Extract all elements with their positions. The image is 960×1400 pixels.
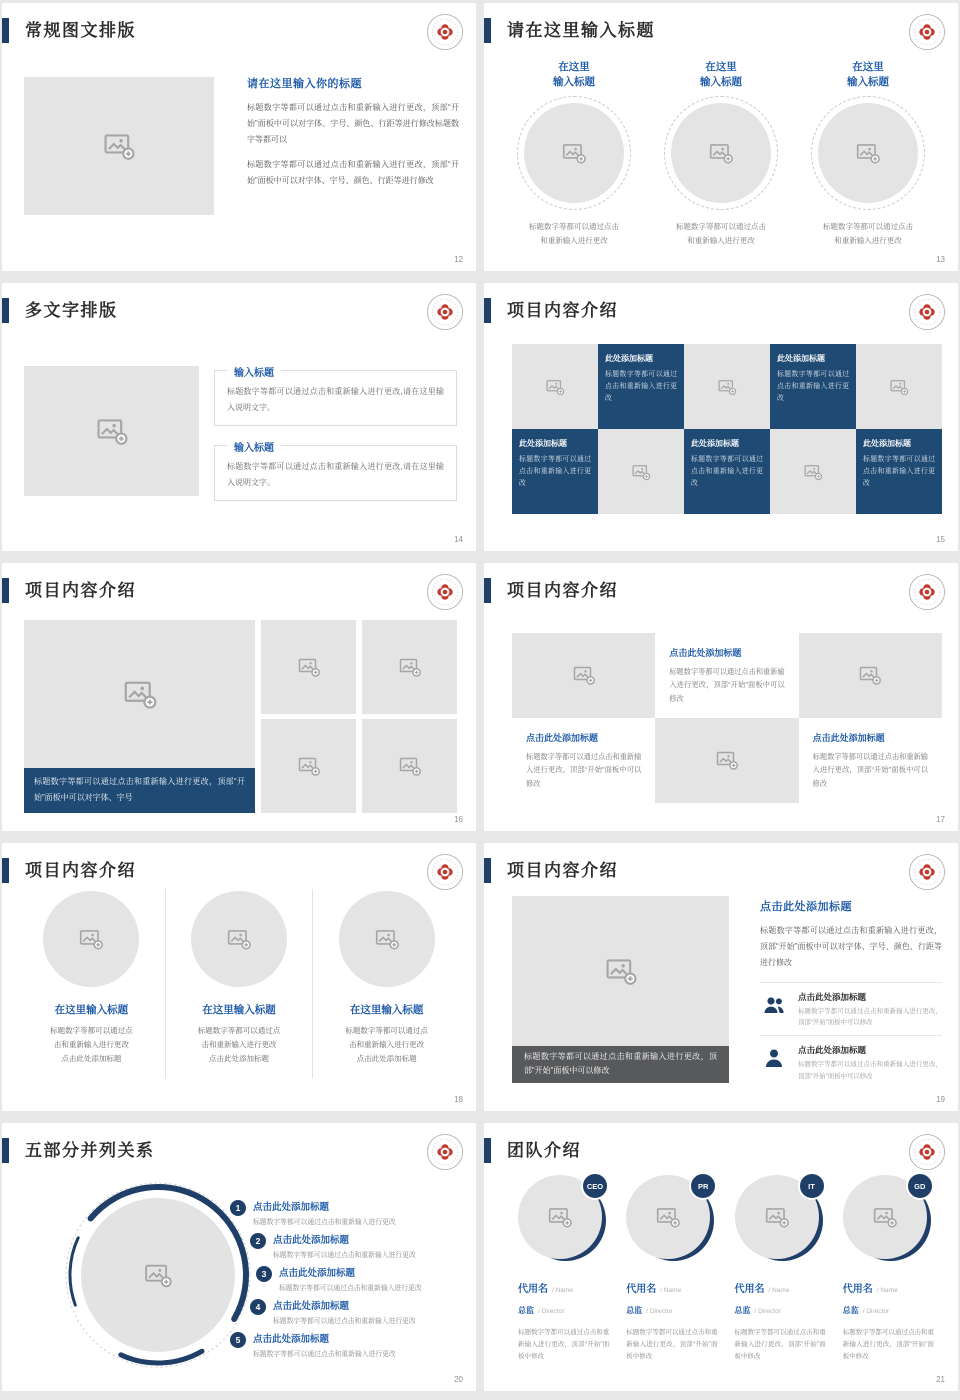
item-body: 标题数字等都可以通过点击和重新输入进行更改 (273, 1318, 416, 1325)
circle-item (18, 889, 165, 1078)
slide-title: 项目内容介绍 (507, 861, 618, 880)
cell-body: 标题数字等都可以通过点击和重新输入进行更改，顶部“开始”面板中可以修改 (812, 751, 928, 788)
image-add-icon (872, 1204, 898, 1230)
page-number: 14 (454, 535, 463, 544)
cell-body: 标题数字等都可以通过点击和重新输入进行更改，顶部“开始”面板中可以修改 (526, 751, 642, 788)
member-avatar (518, 1175, 606, 1265)
image-add-icon (858, 663, 882, 687)
slide-13-three-circles[interactable] (484, 3, 958, 271)
item-title: 点击此处添加标题 (798, 992, 867, 1002)
item-title: 在这里 输入标题 (553, 61, 595, 88)
cell-title: 此处添加标题 (519, 439, 567, 448)
member-role-row: 总监 / Director (734, 1306, 781, 1315)
people-icon (760, 993, 788, 1017)
title-accent-bar (484, 298, 491, 323)
image-add-icon (78, 926, 104, 952)
slide-19-image-with-details[interactable] (484, 843, 958, 1111)
item-title: 点击此处添加标题 (253, 1334, 330, 1345)
content-heading: 点击此处添加标题 (760, 901, 852, 913)
member-name-row: 代用名 / Name (734, 1284, 790, 1295)
text-cell (799, 718, 942, 803)
slide-15-checkerboard-blue[interactable] (484, 283, 958, 551)
seal-icon (426, 853, 464, 891)
seal-icon (908, 13, 946, 51)
team-member-card (626, 1175, 717, 1363)
paragraph: 标题数字等都可以通过点击和重新输入进行更改，顶部“开始”面板中可以对字体、字号、颜色、行距等进行修改标题数字等都可以 (247, 103, 459, 144)
person-icon (760, 1046, 788, 1070)
dashed-ring (517, 96, 631, 210)
member-name-row: 代用名 / Name (518, 1284, 573, 1295)
text-cell (512, 429, 598, 514)
page-number: 18 (454, 1095, 463, 1104)
numbered-item (250, 1298, 416, 1325)
cell-body: 标题数字等都可以通过点击和重新输入进行更改 (605, 371, 677, 403)
item-body: 标题数字等都可以通过点击和重新输入进行更改 (273, 1252, 416, 1259)
item-title: 在这里输入标题 (202, 1004, 276, 1016)
image-add-icon (708, 140, 734, 166)
slide-title: 项目内容介绍 (25, 581, 136, 600)
dashed-ring (664, 96, 778, 210)
image-add-icon (631, 462, 651, 482)
circle-item (312, 889, 460, 1078)
title-accent-bar (2, 18, 9, 43)
slide-18-three-circles-captions[interactable] (2, 843, 476, 1111)
member-description: 标题数字等都可以通过点击和重新输入进行更改，顶部“开始”面板中修改 (626, 1329, 718, 1361)
section-title: 输入标题 (227, 364, 281, 379)
circle-item (657, 60, 785, 248)
item-body: 标题数字等都可以通过点击和重新输入进行更改 (253, 1219, 396, 1226)
item-title: 点击此处添加标题 (273, 1235, 350, 1246)
image-add-icon (398, 754, 422, 778)
image-add-icon (297, 754, 321, 778)
item-caption: 标题数字等都可以通过点击 和重新输入进行更改 (823, 222, 913, 246)
item-body: 标题数字等都可以通过点击和重新输入进行更改，顶部“开始”面板中可以修改 (798, 1061, 942, 1080)
dashed-ring (811, 96, 925, 210)
image-add-icon (717, 377, 737, 397)
checkerboard-grid (512, 344, 942, 514)
member-avatar (843, 1175, 931, 1265)
cell-title: 点击此处添加标题 (669, 648, 742, 658)
seal-icon (908, 853, 946, 891)
title-accent-bar (2, 578, 9, 603)
page-number: 15 (936, 535, 945, 544)
title-accent-bar (484, 1138, 491, 1163)
slide-title: 项目内容介绍 (507, 301, 618, 320)
member-description: 标题数字等都可以通过点击和重新输入进行更改，顶部“开始”面板中修改 (518, 1329, 610, 1361)
title-accent-bar (484, 858, 491, 883)
section-body: 标题数字等都可以通过点击和重新输入进行更改,请在这里输入说明文字。 (227, 387, 444, 412)
page-number: 20 (454, 1375, 463, 1384)
school-seal-logo (908, 573, 946, 611)
slide-21-team-intro[interactable] (484, 1123, 958, 1391)
cell-title: 此处添加标题 (863, 439, 911, 448)
image-placeholder (339, 891, 435, 987)
item-title: 点击此处添加标题 (798, 1045, 867, 1056)
item-title: 在这里输入标题 (54, 1004, 129, 1016)
image-placeholder (655, 718, 798, 803)
image-add-icon (803, 462, 823, 482)
content-heading: 请在这里输入你的标题 (247, 78, 362, 90)
role-badge: IT (798, 1172, 826, 1200)
slide-title: 请在这里输入标题 (507, 21, 655, 40)
text-cell (598, 344, 684, 429)
image-placeholder (362, 620, 457, 714)
step-number-badge: 3 (256, 1266, 272, 1282)
item-caption: 标题数字等都可以通过点击 和重新输入进行更改 (676, 222, 766, 246)
numbered-item (230, 1331, 396, 1358)
numbered-item (256, 1265, 422, 1292)
slide-title: 项目内容介绍 (507, 581, 618, 600)
image-caption-bar: 标题数字等都可以通过点击和重新输入进行更改，顶部“开始”面板中可以修改 (512, 1046, 729, 1083)
detail-text (798, 1044, 942, 1081)
image-placeholder (770, 429, 856, 514)
circle-item (165, 889, 313, 1078)
role-badge: PR (689, 1172, 717, 1200)
checkerboard-grid (512, 633, 942, 793)
text-section (214, 370, 457, 426)
seal-icon (426, 293, 464, 331)
cell-title: 点击此处添加标题 (526, 732, 599, 743)
image-add-icon (572, 663, 596, 687)
image-add-icon (604, 954, 638, 988)
text-cell (655, 633, 798, 718)
image-placeholder (24, 366, 199, 496)
team-member-card (843, 1175, 934, 1363)
image-add-icon (545, 377, 565, 397)
paragraph: 标题数字等都可以通过点击和重新输入进行更改，顶部“开始”面板中可以对字体、字号、颜色、行距等进行修改 (760, 926, 942, 967)
image-add-icon (855, 140, 881, 166)
member-role-row: 总监 / Director (626, 1306, 673, 1315)
school-seal-logo (908, 853, 946, 891)
image-add-icon (764, 1204, 790, 1230)
cell-title: 此处添加标题 (777, 354, 825, 363)
slide-title: 五部分并列关系 (25, 1141, 155, 1160)
text-cell (856, 429, 942, 514)
numbered-item (250, 1232, 416, 1259)
seal-icon (426, 1133, 464, 1171)
school-seal-logo (908, 1133, 946, 1171)
school-seal-logo (426, 293, 464, 331)
team-member-card (518, 1175, 609, 1363)
school-seal-logo (426, 13, 464, 51)
detail-item (760, 982, 942, 1035)
page-number: 13 (936, 255, 945, 264)
image-add-icon (398, 655, 422, 679)
cell-body: 标题数字等都可以通过点击和重新输入进行更改 (777, 371, 849, 403)
detail-item (760, 1035, 942, 1088)
team-member-card (735, 1175, 826, 1363)
detail-items (760, 982, 942, 1089)
seal-icon (908, 293, 946, 331)
item-caption: 标题数字等都可以通过点 击和重新输入进行更改 点击此处添加标题 (345, 1026, 428, 1063)
slide-17-checkerboard-white[interactable] (484, 563, 958, 831)
image-grid (261, 620, 457, 813)
image-add-icon (102, 129, 136, 163)
member-description: 标题数字等都可以通过点击和重新输入进行更改，顶部“开始”面板中修改 (842, 1329, 934, 1361)
section-title: 输入标题 (227, 439, 281, 454)
member-role-row: 总监 / Director (842, 1306, 890, 1315)
image-placeholder (191, 891, 287, 987)
image-caption-bar: 标题数字等都可以通过点击和重新输入进行更改，顶部“开始”面板中可以对字体、字号 (24, 768, 255, 813)
title-accent-bar (2, 858, 9, 883)
slide-20-five-parts[interactable] (2, 1123, 476, 1391)
item-title: 在这里输入标题 (349, 1004, 424, 1016)
circle-item (510, 60, 638, 248)
paragraph: 标题数字等都可以通过点击和重新输入进行更改，顶部“开始”面板中可以对字体、字号、颜色、行距等进行修改 (247, 160, 459, 185)
section-body: 标题数字等都可以通过点击和重新输入进行更改,请在这里输入说明文字。 (227, 462, 444, 487)
item-caption: 标题数字等都可以通过点击 和重新输入进行更改 (529, 222, 619, 246)
slide-title: 项目内容介绍 (25, 861, 136, 880)
school-seal-logo (908, 13, 946, 51)
circle-items-row (510, 60, 932, 248)
slide-16-big-image-grid[interactable] (2, 563, 476, 831)
title-accent-bar (484, 578, 491, 603)
detail-text (798, 991, 942, 1028)
cell-title: 此处添加标题 (605, 354, 653, 363)
slide-title: 团队介绍 (507, 1141, 581, 1160)
seal-icon (908, 573, 946, 611)
numbered-item (230, 1199, 396, 1226)
page-number: 17 (936, 815, 945, 824)
school-seal-logo (426, 1133, 464, 1171)
role-badge: GD (906, 1172, 934, 1200)
image-placeholder (818, 103, 918, 203)
image-add-icon (226, 926, 252, 952)
item-title: 点击此处添加标题 (273, 1301, 350, 1312)
title-accent-bar (484, 18, 491, 43)
cell-body: 标题数字等都可以通过点击和重新输入进行更改 (863, 456, 935, 488)
member-avatar (626, 1175, 714, 1265)
title-accent-bar (2, 1138, 9, 1163)
image-add-icon (889, 377, 909, 397)
member-name-row: 代用名 / Name (626, 1284, 682, 1295)
image-placeholder (512, 633, 655, 718)
text-column (247, 75, 459, 189)
title-accent-bar (2, 298, 9, 323)
circle-items-row (18, 889, 460, 1078)
slide-title: 多文字排版 (25, 301, 118, 320)
image-placeholder (24, 77, 214, 215)
image-placeholder (24, 620, 255, 768)
page-number: 19 (936, 1095, 945, 1104)
image-add-icon (715, 748, 739, 772)
image-add-icon (297, 655, 321, 679)
image-add-icon (561, 140, 587, 166)
item-body: 标题数字等都可以通过点击和重新输入进行更改，顶部“开始”面板中可以修改 (798, 1008, 942, 1027)
item-caption: 标题数字等都可以通过点 击和重新输入进行更改 点击此处添加标题 (197, 1026, 281, 1063)
image-placeholder (684, 344, 770, 429)
team-members-row (518, 1175, 934, 1363)
page-number: 16 (454, 815, 463, 824)
item-title: 点击此处添加标题 (253, 1202, 330, 1213)
image-add-icon (547, 1204, 573, 1230)
member-avatar (735, 1175, 823, 1265)
item-caption: 标题数字等都可以通过点 击和重新输入进行更改 点击此处添加标题 (50, 1026, 133, 1063)
slide-title: 常规图文排版 (25, 21, 136, 40)
image-placeholder (261, 620, 356, 714)
member-name-row: 代用名 / Name (842, 1284, 898, 1295)
text-sections (214, 370, 457, 501)
slide-14-multi-text[interactable] (2, 283, 476, 551)
member-description: 标题数字等都可以通过点击和重新输入进行更改，顶部“开始”面板中修改 (734, 1329, 826, 1361)
cell-body: 标题数字等都可以通过点击和重新输入进行更改 (691, 456, 763, 488)
image-add-icon (143, 1260, 173, 1290)
role-badge: CEO (581, 1172, 609, 1200)
seal-icon (426, 573, 464, 611)
image-placeholder (598, 429, 684, 514)
page-number: 12 (454, 255, 463, 264)
step-number-badge: 1 (230, 1200, 246, 1216)
member-role-row: 总监 / Director (518, 1306, 565, 1315)
school-seal-logo (426, 853, 464, 891)
school-seal-logo (426, 573, 464, 611)
image-placeholder (524, 103, 624, 203)
item-title: 在这里 输入标题 (847, 61, 889, 88)
cell-title: 此处添加标题 (691, 439, 739, 448)
step-number-badge: 5 (230, 1332, 246, 1348)
seal-icon (908, 1133, 946, 1171)
cell-body: 标题数字等都可以通过点击和重新输入进行更改，顶部“开始”面板中可以修改 (669, 667, 785, 703)
text-cell (770, 344, 856, 429)
seal-icon (426, 13, 464, 51)
image-placeholder (512, 896, 729, 1046)
image-add-icon (374, 926, 400, 952)
image-add-icon (655, 1204, 681, 1230)
image-placeholder (671, 103, 771, 203)
image-add-icon (122, 676, 158, 712)
text-cell (512, 718, 655, 803)
image-placeholder (856, 344, 942, 429)
step-number-badge: 2 (250, 1233, 266, 1249)
cell-title: 点击此处添加标题 (812, 732, 885, 743)
detail-column (760, 898, 942, 1089)
step-number-badge: 4 (250, 1299, 266, 1315)
text-section (214, 445, 457, 501)
school-seal-logo (908, 293, 946, 331)
slide-12-regular-layout[interactable] (2, 3, 476, 271)
cell-body: 标题数字等都可以通过点击和重新输入进行更改 (519, 456, 591, 488)
image-placeholder (261, 719, 356, 813)
text-cell (684, 429, 770, 514)
page-number: 21 (936, 1375, 945, 1384)
image-placeholder (512, 344, 598, 429)
image-placeholder (799, 633, 942, 718)
image-placeholder (43, 891, 139, 987)
item-body: 标题数字等都可以通过点击和重新输入进行更改 (253, 1351, 396, 1358)
circle-item (804, 60, 932, 248)
item-title: 点击此处添加标题 (279, 1268, 356, 1279)
item-body: 标题数字等都可以通过点击和重新输入进行更改 (279, 1285, 422, 1292)
image-add-icon (95, 414, 129, 448)
image-placeholder (362, 719, 457, 813)
item-title: 在这里 输入标题 (700, 61, 742, 88)
